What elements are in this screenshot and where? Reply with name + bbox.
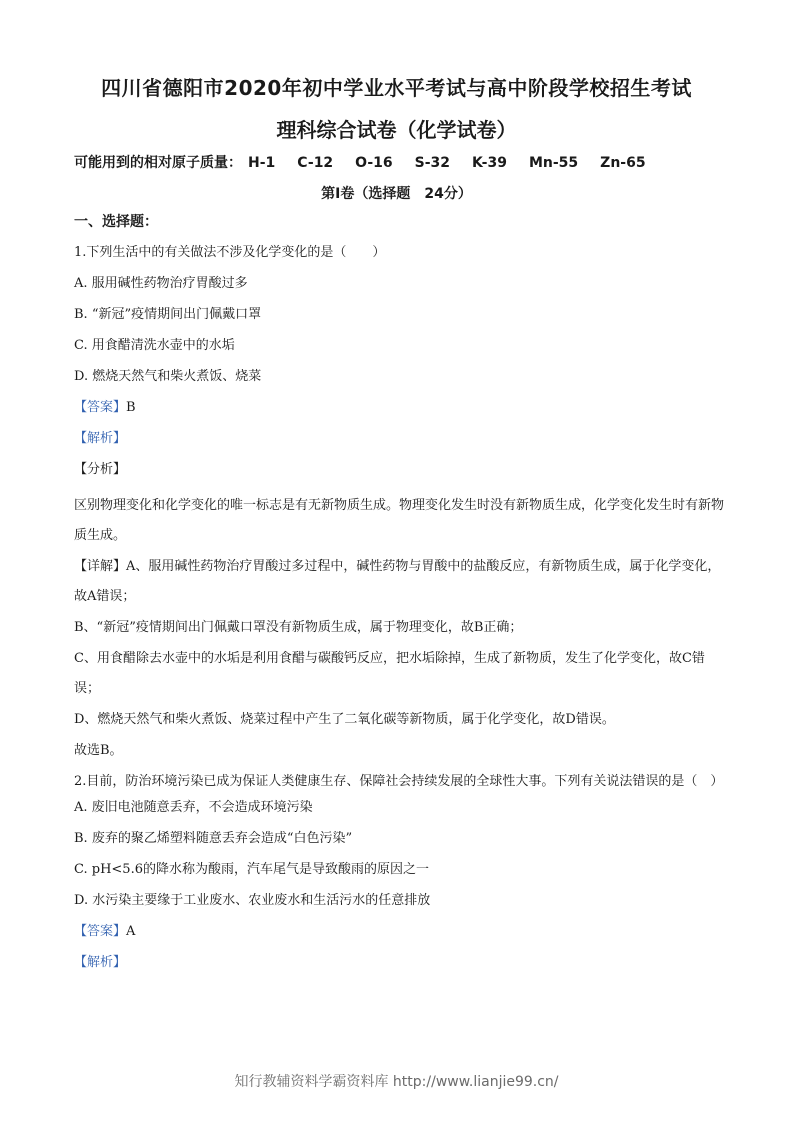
question-1-fenxi-label: 【分析】 [74,462,127,477]
question-2-option-c: C. pH<5.6的降水称为酸雨，汽车尾气是导致酸雨的原因之一 [74,862,429,877]
atomic-masses-line [74,152,668,172]
question-1-option-b: B. “新冠”疫情期间出门佩戴口罩 [74,307,262,322]
section-heading: 一、选择题： [74,214,158,230]
question-1-option-d: D. 燃烧天然气和柴火煮饭、烧菜 [74,369,262,384]
document-body [74,212,724,984]
question-1-answer [74,398,724,418]
answer-label: 【答案】 [74,924,127,939]
exam-subtitle: 理科综合试卷（化学试卷） [276,118,517,142]
question-1-option-c: C. 用食醋清洗水壶中的水垢 [74,338,235,353]
question-1-detail-c: C、用食醋除去水壶中的水垢是利用食醋与碳酸钙反应，把水垢除掉，生成了新物质，发生了化学变化，故C错误； [74,651,705,696]
question-1-detail-b: B、“新冠”疫情期间出门佩戴口罩没有新物质生成，属于物理变化，故B正确； [74,620,523,635]
question-1-conclusion: 故选B。 [74,743,123,758]
question-1-stem: 1.下列生活中的有关做法不涉及化学变化的是（ ） [74,245,386,260]
answer-value: A [126,924,136,939]
atomic-mass-k: K-39 [472,155,507,171]
atomic-mass-s: S-32 [414,155,451,171]
detail-label: 【详解】 [74,559,127,574]
answer-value: B [126,400,136,415]
question-2-stem: 2.目前，防治环境污染已成为保证人类健康生存、保障社会持续发展的全球性大事。下列有关说法错误的是（ ） [74,774,724,789]
exam-title: 四川省德阳市2020年初中学业水平考试与高中阶段学校招生考试 [101,76,692,100]
question-1-option-a: A. 服用碱性药物治疗胃酸过多 [74,276,248,291]
question-1-analysis-label: 【解析】 [74,431,127,446]
question-2-analysis-label: 【解析】 [74,955,127,970]
question-1-fenxi-text: 区别物理变化和化学变化的唯一标志是有无新物质生成。物理变化发生时没有新物质生成，化学变化发生时有新物质生成。 [74,498,725,543]
atomic-masses-label: 可能用到的相对原子质量： [74,155,242,171]
question-1-detail-a [74,552,724,612]
atomic-mass-mn: Mn-55 [528,155,579,171]
atomic-mass-c: C-12 [297,155,334,171]
detail-a-text: A、服用碱性药物治疗胃酸过多过程中，碱性药物与胃酸中的盐酸反应，有新物质生成，属于化学变化，故A错误； [74,559,721,604]
part-title: 第Ⅰ卷（选择题 24分） [321,186,472,202]
question-2-answer [74,922,724,942]
atomic-mass-zn: Zn-65 [600,155,646,171]
atomic-mass-h: H-1 [248,155,276,171]
answer-label: 【答案】 [74,400,127,415]
question-2-option-b: B. 废弃的聚乙烯塑料随意丢弃会造成“白色污染” [74,831,353,846]
footer-watermark: 知行教辅资料学霸资料库 http://www.lianjie99.cn/ [234,1074,559,1090]
atomic-mass-o: O-16 [355,155,393,171]
question-1-detail-d: D、燃烧天然气和柴火煮饭、烧菜过程中产生了二氧化碳等新物质，属于化学变化，故D错误。 [74,712,615,727]
question-2-option-a: A. 废旧电池随意丢弃，不会造成环境污染 [74,800,313,815]
question-2-option-d: D. 水污染主要缘于工业废水、农业废水和生活污水的任意排放 [74,893,431,908]
